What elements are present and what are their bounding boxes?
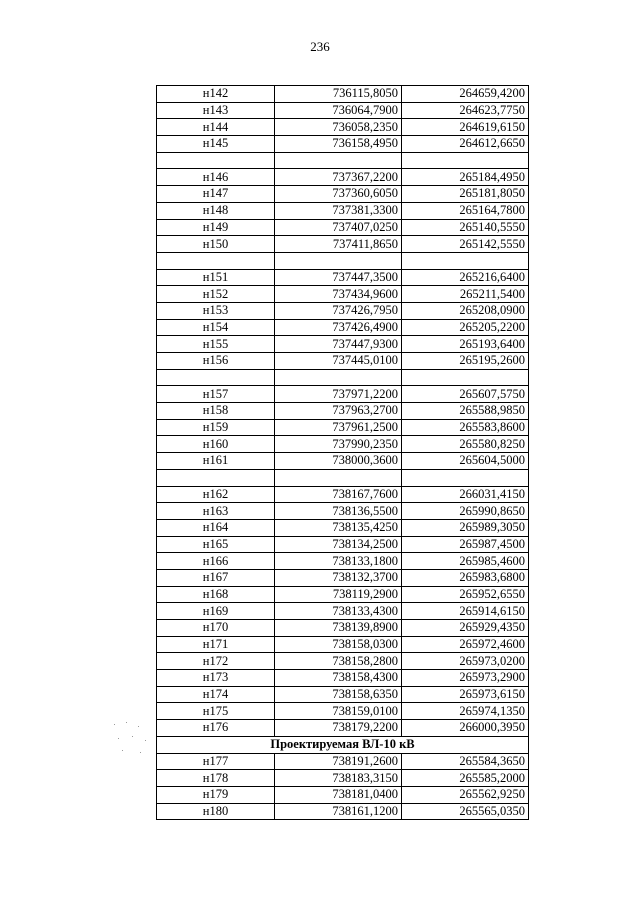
- x-coordinate-cell: 737426,7950: [275, 302, 402, 319]
- table-row: [157, 536, 529, 553]
- table-row: [157, 319, 529, 336]
- x-coordinate-cell: 737367,2200: [275, 169, 402, 186]
- table-row: [157, 786, 529, 803]
- table-row: [157, 269, 529, 286]
- x-coordinate-cell: 738133,4300: [275, 603, 402, 620]
- y-coordinate-cell: 264659,4200: [402, 86, 529, 103]
- y-coordinate-cell: 265914,6150: [402, 603, 529, 620]
- point-id-cell: н168: [157, 586, 275, 603]
- point-id-cell: н144: [157, 119, 275, 136]
- x-coordinate-cell: 738136,5500: [275, 503, 402, 520]
- x-coordinate-cell: 738119,2900: [275, 586, 402, 603]
- y-coordinate-cell: 265211,5400: [402, 286, 529, 303]
- empty-cell: [275, 469, 402, 486]
- y-coordinate-cell: 264623,7750: [402, 102, 529, 119]
- table-row: [157, 336, 529, 353]
- table-row: [157, 569, 529, 586]
- x-coordinate-cell: 737447,9300: [275, 336, 402, 353]
- y-coordinate-cell: 265985,4600: [402, 553, 529, 570]
- point-id-cell: н166: [157, 553, 275, 570]
- y-coordinate-cell: 265973,2900: [402, 670, 529, 687]
- point-id-cell: н172: [157, 653, 275, 670]
- coordinates-table-body: [157, 86, 529, 820]
- y-coordinate-cell: 265987,4500: [402, 536, 529, 553]
- table-row: [157, 486, 529, 503]
- y-coordinate-cell: 265583,8600: [402, 419, 529, 436]
- y-coordinate-cell: 265193,6400: [402, 336, 529, 353]
- x-coordinate-cell: 738191,2600: [275, 753, 402, 770]
- x-coordinate-cell: 738167,7600: [275, 486, 402, 503]
- table-row: [157, 102, 529, 119]
- empty-cell: [157, 252, 275, 269]
- point-id-cell: н157: [157, 386, 275, 403]
- x-coordinate-cell: 737381,3300: [275, 202, 402, 219]
- x-coordinate-cell: 736058,2350: [275, 119, 402, 136]
- table-row: [157, 86, 529, 103]
- table-row: [157, 753, 529, 770]
- y-coordinate-cell: 265990,8650: [402, 503, 529, 520]
- point-id-cell: н148: [157, 202, 275, 219]
- table-row: [157, 653, 529, 670]
- page-number: 236: [310, 39, 330, 54]
- y-coordinate-cell: 266031,4150: [402, 486, 529, 503]
- y-coordinate-cell: 265983,6800: [402, 569, 529, 586]
- scan-artifact-dots: [112, 720, 152, 760]
- point-id-cell: н143: [157, 102, 275, 119]
- y-coordinate-cell: 265584,3650: [402, 753, 529, 770]
- x-coordinate-cell: 738161,1200: [275, 803, 402, 820]
- separator-row: [157, 469, 529, 486]
- y-coordinate-cell: 265929,4350: [402, 620, 529, 637]
- y-coordinate-cell: 265973,0200: [402, 653, 529, 670]
- y-coordinate-cell: 265216,6400: [402, 269, 529, 286]
- y-coordinate-cell: 265588,9850: [402, 403, 529, 420]
- table-row: [157, 770, 529, 787]
- table-row: [157, 403, 529, 420]
- point-id-cell: н146: [157, 169, 275, 186]
- table-row: [157, 519, 529, 536]
- table-row: [157, 703, 529, 720]
- table-row: [157, 386, 529, 403]
- y-coordinate-cell: 266000,3950: [402, 720, 529, 737]
- point-id-cell: н158: [157, 403, 275, 420]
- x-coordinate-cell: 738179,2200: [275, 720, 402, 737]
- empty-cell: [402, 252, 529, 269]
- empty-cell: [402, 152, 529, 169]
- x-coordinate-cell: 738134,2500: [275, 536, 402, 553]
- table-row: [157, 553, 529, 570]
- y-coordinate-cell: 265181,8050: [402, 186, 529, 203]
- y-coordinate-cell: 265952,6550: [402, 586, 529, 603]
- table-row: [157, 636, 529, 653]
- x-coordinate-cell: 737961,2500: [275, 419, 402, 436]
- x-coordinate-cell: 738158,2800: [275, 653, 402, 670]
- table-row: [157, 686, 529, 703]
- y-coordinate-cell: 265184,4950: [402, 169, 529, 186]
- x-coordinate-cell: 737434,9600: [275, 286, 402, 303]
- x-coordinate-cell: 737426,4900: [275, 319, 402, 336]
- y-coordinate-cell: 265164,7800: [402, 202, 529, 219]
- separator-row: [157, 252, 529, 269]
- table-row: [157, 419, 529, 436]
- y-coordinate-cell: 265205,2200: [402, 319, 529, 336]
- table-row: [157, 136, 529, 153]
- section-header-row: [157, 736, 529, 753]
- point-id-cell: н163: [157, 503, 275, 520]
- table-row: [157, 169, 529, 186]
- y-coordinate-cell: 265140,5550: [402, 219, 529, 236]
- table-row: [157, 603, 529, 620]
- x-coordinate-cell: 738158,6350: [275, 686, 402, 703]
- table-row: [157, 219, 529, 236]
- table-row: [157, 286, 529, 303]
- x-coordinate-cell: 737447,3500: [275, 269, 402, 286]
- point-id-cell: н174: [157, 686, 275, 703]
- point-id-cell: н149: [157, 219, 275, 236]
- y-coordinate-cell: 264612,6650: [402, 136, 529, 153]
- point-id-cell: н154: [157, 319, 275, 336]
- y-coordinate-cell: 265972,4600: [402, 636, 529, 653]
- y-coordinate-cell: 265562,9250: [402, 786, 529, 803]
- separator-row: [157, 152, 529, 169]
- point-id-cell: н155: [157, 336, 275, 353]
- point-id-cell: н145: [157, 136, 275, 153]
- point-id-cell: н180: [157, 803, 275, 820]
- empty-cell: [275, 369, 402, 386]
- separator-row: [157, 369, 529, 386]
- x-coordinate-cell: 738183,3150: [275, 770, 402, 787]
- x-coordinate-cell: 737990,2350: [275, 436, 402, 453]
- point-id-cell: н176: [157, 720, 275, 737]
- y-coordinate-cell: 265973,6150: [402, 686, 529, 703]
- y-coordinate-cell: 265585,2000: [402, 770, 529, 787]
- point-id-cell: н151: [157, 269, 275, 286]
- x-coordinate-cell: 736158,4950: [275, 136, 402, 153]
- x-coordinate-cell: 738133,1800: [275, 553, 402, 570]
- point-id-cell: н142: [157, 86, 275, 103]
- point-id-cell: н175: [157, 703, 275, 720]
- table-row: [157, 720, 529, 737]
- point-id-cell: н173: [157, 670, 275, 687]
- x-coordinate-cell: 738181,0400: [275, 786, 402, 803]
- point-id-cell: н177: [157, 753, 275, 770]
- point-id-cell: н160: [157, 436, 275, 453]
- empty-cell: [157, 469, 275, 486]
- point-id-cell: н156: [157, 353, 275, 370]
- table-row: [157, 453, 529, 470]
- point-id-cell: н178: [157, 770, 275, 787]
- table-row: [157, 119, 529, 136]
- y-coordinate-cell: 265580,8250: [402, 436, 529, 453]
- table-row: [157, 503, 529, 520]
- empty-cell: [157, 369, 275, 386]
- y-coordinate-cell: 265195,2600: [402, 353, 529, 370]
- point-id-cell: н152: [157, 286, 275, 303]
- point-id-cell: н164: [157, 519, 275, 536]
- x-coordinate-cell: 738132,3700: [275, 569, 402, 586]
- point-id-cell: н161: [157, 453, 275, 470]
- table-row: [157, 236, 529, 253]
- coordinates-table: [156, 85, 529, 820]
- x-coordinate-cell: 736115,8050: [275, 86, 402, 103]
- point-id-cell: н147: [157, 186, 275, 203]
- point-id-cell: н159: [157, 419, 275, 436]
- x-coordinate-cell: 737411,8650: [275, 236, 402, 253]
- x-coordinate-cell: 736064,7900: [275, 102, 402, 119]
- empty-cell: [402, 369, 529, 386]
- x-coordinate-cell: 737971,2200: [275, 386, 402, 403]
- x-coordinate-cell: 738135,4250: [275, 519, 402, 536]
- y-coordinate-cell: 265142,5550: [402, 236, 529, 253]
- table-row: [157, 436, 529, 453]
- x-coordinate-cell: 738158,0300: [275, 636, 402, 653]
- y-coordinate-cell: 265565,0350: [402, 803, 529, 820]
- x-coordinate-cell: 738139,8900: [275, 620, 402, 637]
- empty-cell: [275, 252, 402, 269]
- point-id-cell: н170: [157, 620, 275, 637]
- section-title: Проектируемая ВЛ-10 кВ: [157, 736, 529, 753]
- point-id-cell: н162: [157, 486, 275, 503]
- x-coordinate-cell: 738158,4300: [275, 670, 402, 687]
- x-coordinate-cell: 737963,2700: [275, 403, 402, 420]
- table-row: [157, 353, 529, 370]
- y-coordinate-cell: 265989,3050: [402, 519, 529, 536]
- table-row: [157, 670, 529, 687]
- table-row: [157, 586, 529, 603]
- empty-cell: [157, 152, 275, 169]
- x-coordinate-cell: 738000,3600: [275, 453, 402, 470]
- table-row: [157, 620, 529, 637]
- x-coordinate-cell: 737360,6050: [275, 186, 402, 203]
- x-coordinate-cell: 737407,0250: [275, 219, 402, 236]
- table-row: [157, 202, 529, 219]
- y-coordinate-cell: 265604,5000: [402, 453, 529, 470]
- y-coordinate-cell: 265208,0900: [402, 302, 529, 319]
- x-coordinate-cell: 738159,0100: [275, 703, 402, 720]
- point-id-cell: н167: [157, 569, 275, 586]
- empty-cell: [402, 469, 529, 486]
- table-row: [157, 302, 529, 319]
- point-id-cell: н179: [157, 786, 275, 803]
- point-id-cell: н153: [157, 302, 275, 319]
- empty-cell: [275, 152, 402, 169]
- point-id-cell: н171: [157, 636, 275, 653]
- point-id-cell: н150: [157, 236, 275, 253]
- point-id-cell: н169: [157, 603, 275, 620]
- y-coordinate-cell: 264619,6150: [402, 119, 529, 136]
- x-coordinate-cell: 737445,0100: [275, 353, 402, 370]
- table-row: [157, 186, 529, 203]
- point-id-cell: н165: [157, 536, 275, 553]
- y-coordinate-cell: 265974,1350: [402, 703, 529, 720]
- table-row: [157, 803, 529, 820]
- y-coordinate-cell: 265607,5750: [402, 386, 529, 403]
